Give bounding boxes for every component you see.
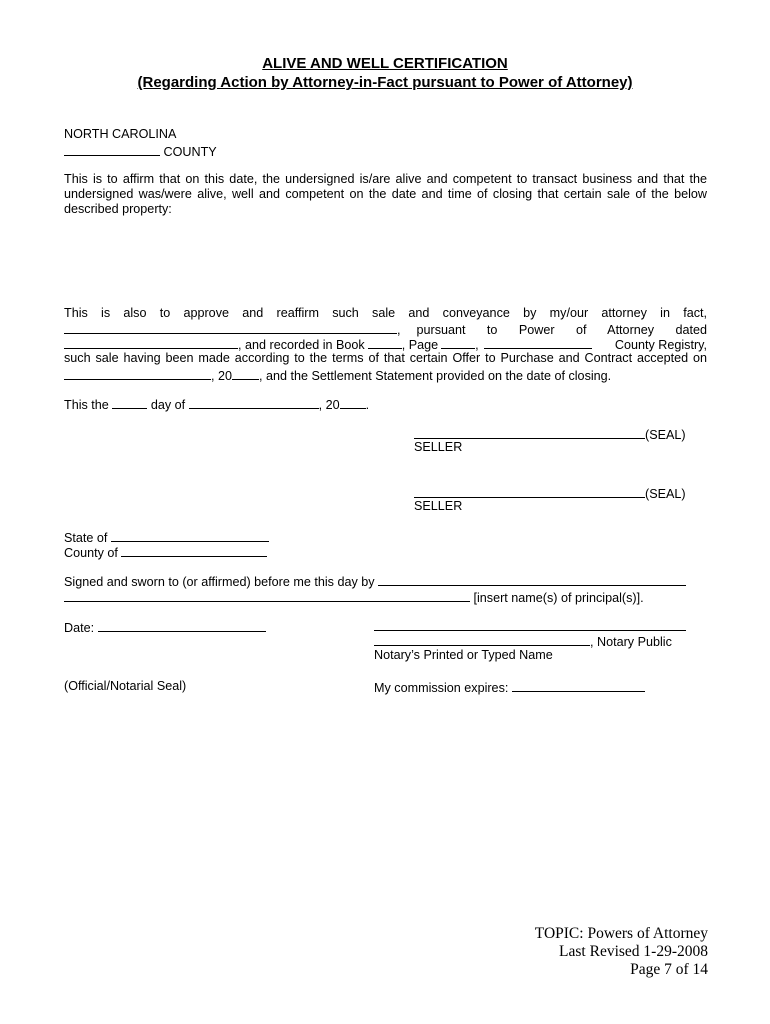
offer-year-blank[interactable] xyxy=(232,367,259,380)
seller-signature-line[interactable] xyxy=(414,485,645,498)
notary-public-label: , Notary Public xyxy=(590,635,672,649)
seller-signature-line[interactable] xyxy=(414,426,645,439)
notary-name-blank[interactable] xyxy=(374,633,590,646)
year-text: , 20 xyxy=(211,369,233,383)
document-subtitle: (Regarding Action by Attorney-in-Fact pursuant to Power of Attorney) xyxy=(137,74,633,91)
approve-line-2 xyxy=(64,321,707,337)
seller-label: SELLER xyxy=(414,499,463,513)
commission-expires-blank[interactable] xyxy=(512,679,645,692)
notary-public-line xyxy=(374,633,672,649)
footer-revised: Last Revised 1-29-2008 xyxy=(559,943,708,960)
seal-label: (SEAL) xyxy=(645,487,686,501)
county-blank[interactable] xyxy=(64,143,160,156)
printed-name-label: Notary’s Printed or Typed Name xyxy=(374,648,553,662)
approve-line-3 xyxy=(64,336,707,352)
sworn-text: Signed and sworn to (or affirmed) before me this day by xyxy=(64,575,375,589)
notary-state-blank[interactable] xyxy=(111,529,269,542)
notary-date-blank[interactable] xyxy=(98,619,266,632)
this-the-text: This the xyxy=(64,398,109,412)
pursuant-text: pursuant to Power of Attorney dated xyxy=(416,323,707,337)
year-blank[interactable] xyxy=(340,396,366,409)
county-of-label: County of xyxy=(64,546,118,560)
approve-line-5 xyxy=(64,367,611,383)
sworn-line xyxy=(64,573,686,589)
principal-line xyxy=(64,589,644,605)
comma-text: , xyxy=(475,338,479,352)
page-blank[interactable] xyxy=(441,336,475,349)
footer-topic: TOPIC: Powers of Attorney xyxy=(534,925,708,942)
registry-text: County Registry, xyxy=(614,338,707,352)
principal-name-blank[interactable] xyxy=(378,573,686,586)
county-heading-row xyxy=(64,143,217,159)
state-of-label: State of xyxy=(64,531,108,545)
notary-signature-line[interactable] xyxy=(374,630,686,631)
notarial-seal-label: (Official/Notarial Seal) xyxy=(64,679,187,693)
footer-page-number: Page 7 of 14 xyxy=(630,961,708,978)
recorded-text: , and recorded in Book xyxy=(238,338,365,352)
affirm-line-3: described property: xyxy=(64,202,172,216)
page-text: , Page xyxy=(401,338,439,352)
commission-line xyxy=(374,679,645,695)
comma-text: , xyxy=(397,323,401,337)
principal-note: [insert name(s) of principal(s)]. xyxy=(473,591,644,605)
notary-date-line xyxy=(64,619,266,635)
seller-label: SELLER xyxy=(414,440,463,454)
county-heading: COUNTY xyxy=(163,145,217,159)
notary-county-blank[interactable] xyxy=(121,544,267,557)
year-text: , 20 xyxy=(318,398,340,412)
poa-date-blank[interactable] xyxy=(64,336,238,349)
approve-line-4: such sale having been made according to the terms of that certain Offer to Purchase and Contract accepted on xyxy=(64,351,707,365)
book-blank[interactable] xyxy=(368,336,402,349)
state-heading: NORTH CAROLINA xyxy=(64,127,177,141)
affirm-line-1: This is to affirm that on this date, the undersigned is/are alive and competent to transact business and that the xyxy=(64,172,707,186)
approve-line-1: This is also to approve and reaffirm such sale and conveyance by my/our attorney in fact, xyxy=(64,306,707,320)
commission-label: My commission expires: xyxy=(374,681,509,695)
county-of-line xyxy=(64,544,267,560)
registry-county-blank[interactable] xyxy=(484,336,592,349)
execution-date-line xyxy=(64,396,369,412)
affirm-line-2: undersigned was/were alive, well and competent on the date and time of closing that certain sale of the below xyxy=(64,187,707,201)
document-title: ALIVE AND WELL CERTIFICATION xyxy=(262,55,508,72)
period-text: . xyxy=(365,398,370,412)
day-of-text: day of xyxy=(150,398,186,412)
principal-name-blank-2[interactable] xyxy=(64,589,470,602)
offer-date-blank[interactable] xyxy=(64,367,211,380)
month-blank[interactable] xyxy=(189,396,319,409)
attorney-name-blank[interactable] xyxy=(64,321,397,334)
seal-label: (SEAL) xyxy=(645,428,686,442)
settlement-text: , and the Settlement Statement provided on the date of closing. xyxy=(259,369,612,383)
date-label: Date: xyxy=(64,621,95,635)
state-of-line xyxy=(64,529,269,545)
day-blank[interactable] xyxy=(112,396,147,409)
